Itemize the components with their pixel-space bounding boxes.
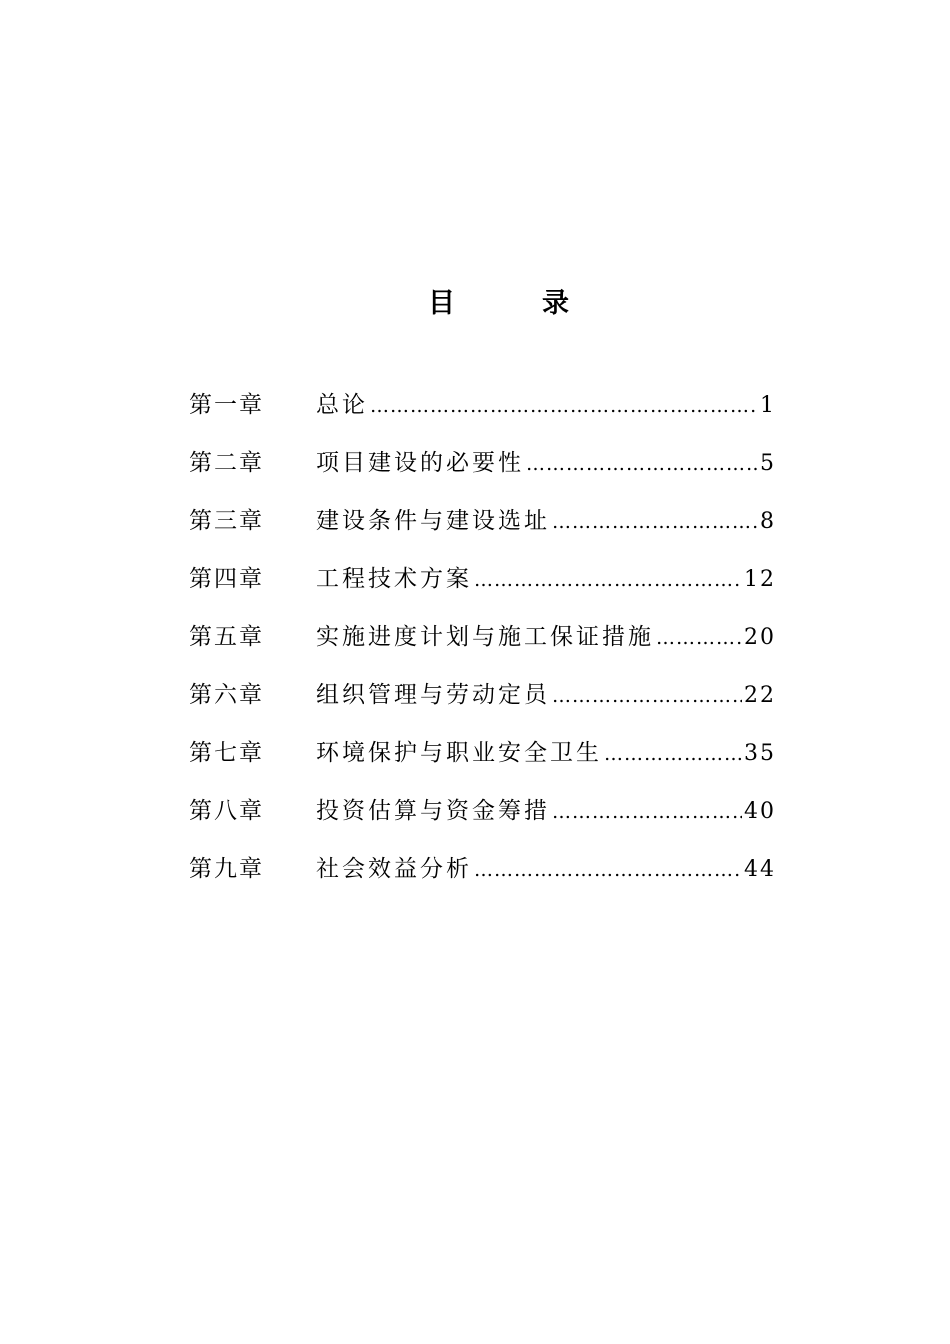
chapter-number: 第七章 [189,740,264,766]
page-number: 12 [744,567,776,592]
toc-entry-text [316,501,776,542]
chapter-number: 第三章 [189,508,264,534]
toc-entry-text [316,791,776,832]
toc-entry-text [316,443,776,484]
toc-entry-text [316,849,776,890]
chapter-number: 第二章 [189,450,264,476]
chapter-title: 投资估算与资金筹措 [316,798,550,824]
dot-leader [604,734,742,774]
chapter-number: 第四章 [189,566,264,592]
dot-leader [474,850,742,890]
page-number: 20 [744,625,776,650]
dot-leader [552,676,742,716]
title-char-2: 录 [542,288,569,319]
toc-entry-text [316,733,776,774]
chapter-title: 环境保护与职业安全卫生 [316,740,602,766]
chapter-number: 第九章 [189,856,264,882]
toc-entry-8[interactable] [189,791,779,849]
toc-entry-text [316,675,776,716]
chapter-title: 实施进度计划与施工保证措施 [316,624,654,650]
dot-leader [370,386,758,426]
toc-entry-text [316,617,776,658]
toc-entry-2[interactable] [189,443,779,501]
chapter-title: 工程技术方案 [316,566,472,592]
chapter-number: 第一章 [189,392,264,418]
dot-leader [656,618,742,658]
toc-entry-text [316,385,776,426]
chapter-title: 项目建设的必要性 [316,450,524,476]
page-title [0,284,950,324]
toc-entry-7[interactable] [189,733,779,791]
dot-leader [526,444,758,484]
toc-entry-3[interactable] [189,501,779,559]
chapter-title: 社会效益分析 [316,856,472,882]
chapter-title: 总论 [316,392,368,418]
dot-leader [552,792,742,832]
chapter-number: 第六章 [189,682,264,708]
chapter-title: 组织管理与劳动定员 [316,682,550,708]
toc-entry-text [316,559,776,600]
page-number: 40 [744,799,776,824]
toc-entry-1[interactable] [189,385,779,443]
table-of-contents [189,385,779,907]
page-number: 44 [744,857,776,882]
chapter-title: 建设条件与建设选址 [316,508,550,534]
page-number: 22 [744,683,776,708]
toc-entry-9[interactable] [189,849,779,907]
toc-entry-5[interactable] [189,617,779,675]
page-number: 8 [760,509,776,534]
dot-leader [474,560,742,600]
page-number: 35 [744,741,776,766]
title-char-1: 目 [428,288,455,319]
toc-entry-4[interactable] [189,559,779,617]
toc-entry-6[interactable] [189,675,779,733]
chapter-number: 第五章 [189,624,264,650]
page-number: 1 [760,393,776,418]
page-number: 5 [760,451,776,476]
dot-leader [552,502,758,542]
chapter-number: 第八章 [189,798,264,824]
